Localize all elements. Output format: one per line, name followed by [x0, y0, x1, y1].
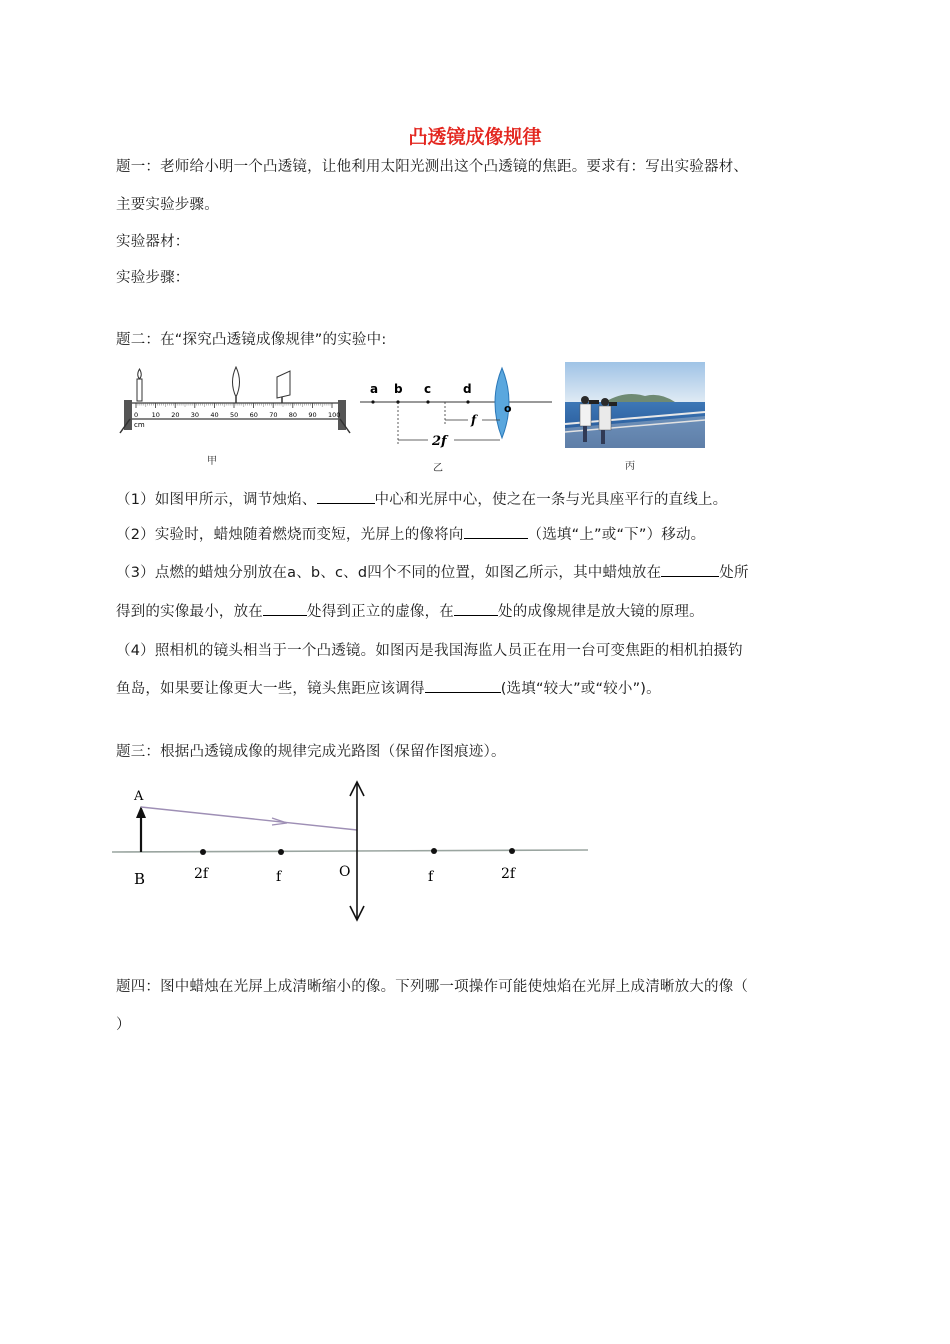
lens-O-label: O	[339, 864, 351, 880]
page-title: 凸透镜成像规律	[408, 126, 542, 148]
point-A-label: A	[134, 789, 144, 804]
bench-tick-label: 70	[269, 411, 278, 419]
q2-item4-blank[interactable]	[425, 678, 501, 693]
q2-item3-line2	[116, 600, 704, 621]
point-c-label: c	[424, 382, 432, 396]
q2-item3-blank-virtual[interactable]	[263, 601, 307, 616]
point-d-label: d	[463, 382, 472, 396]
q1-line1: 题一：老师给小明一个凸透镜，让他利用太阳光测出这个凸透镜的焦距。要求有：写出实验器材、	[116, 159, 749, 175]
q2-item2	[116, 523, 705, 544]
q2-item4-text-c: (选填“较大”或“较小”)。	[500, 681, 661, 697]
q2-item4-line1: （4）照相机的镜头相当于一个凸透镜。如图丙是我国海监人员正在用一台可变焦距的相机拍摄钓	[116, 643, 743, 659]
bench-tick-label: 50	[230, 411, 239, 419]
bench-tick-label: 20	[171, 411, 180, 419]
q3-text: 题三：根据凸透镜成像的规律完成光路图（保留作图痕迹）。	[116, 744, 506, 760]
figure-jia-label: 甲	[207, 456, 217, 467]
q3-ray-diagram	[112, 780, 592, 922]
q2-item4-line2	[116, 677, 661, 698]
figure-yi-lens-diagram	[360, 368, 560, 452]
q2-item2-text-a: （2）实验时，蜡烛随着燃烧而变短，光屏上的像将向	[116, 527, 464, 543]
q2-item1-text-b: 中心和光屏中心，使之在一条与光具座平行的直线上。	[374, 492, 728, 508]
q2-item1-text-a: （1）如图甲所示，调节烛焰、	[116, 492, 317, 508]
q2-item1-blank[interactable]	[317, 489, 375, 504]
f-label: f	[471, 413, 477, 427]
bench-tick-label: 100	[328, 411, 341, 419]
q2-item1	[116, 488, 727, 509]
point-a-label: a	[370, 382, 379, 396]
bench-tick-label: 40	[210, 411, 219, 419]
right-f-label: f	[428, 869, 434, 885]
q2-item2-text-b: （选填“上”或“下”）移动。	[527, 527, 706, 543]
q4-line2: ）	[116, 1017, 131, 1033]
q2-item3-text-e: 处的成像规律是放大镜的原理。	[498, 604, 704, 620]
bench-unit-label: cm	[134, 421, 145, 429]
point-b-label: b	[394, 382, 403, 396]
bench-tick-label: 30	[190, 411, 200, 419]
q2-item3-text-c: 得到的实像最小，放在	[116, 604, 263, 620]
q1-materials: 实验器材：	[116, 234, 190, 250]
q4-line1: 题四：图中蜡烛在光屏上成清晰缩小的像。下列哪一项操作可能使烛焰在光屏上成清晰放大的像（	[116, 979, 749, 995]
q2-item3-text-d: 处得到正立的虚像，在	[307, 604, 454, 620]
bench-tick-label: 10	[151, 411, 160, 419]
figure-bing-label: 丙	[625, 461, 635, 472]
left-f-label: f	[276, 869, 282, 885]
right-2f-label: 2f	[501, 866, 516, 882]
bench-tick-label: 0	[134, 411, 139, 419]
q2-item3-text-b: 处所	[719, 565, 749, 581]
left-2f-label: 2f	[194, 866, 209, 882]
bench-tick-label: 90	[308, 411, 317, 419]
q2-intro: 题二：在“探究凸透镜成像规律”的实验中:	[116, 332, 387, 348]
bench-tick-label: 80	[288, 411, 298, 419]
q1-line2: 主要实验步骤。	[116, 197, 219, 213]
figure-bing-photo	[565, 362, 705, 448]
q2-item4-text-b: 鱼岛，如果要让像更大一些，镜头焦距应该调得	[116, 681, 425, 697]
q2-item3-line1	[116, 561, 749, 582]
bench-tick-label: 60	[249, 411, 258, 419]
q2-item3-text-a: （3）点燃的蜡烛分别放在a、b、c、d四个不同的位置，如图乙所示，其中蜡烛放在	[116, 565, 662, 581]
lens-center-label: o	[504, 402, 512, 415]
two-f-label: 2f	[432, 434, 447, 449]
figure-jia-optical-bench	[116, 365, 356, 437]
point-B-label: B	[134, 870, 146, 888]
q2-item3-blank-smallest[interactable]	[661, 562, 719, 577]
q2-item3-blank-magnifier[interactable]	[454, 601, 498, 616]
q1-steps: 实验步骤：	[116, 270, 190, 286]
figure-yi-label: 乙	[433, 463, 443, 474]
q2-item2-blank[interactable]	[464, 524, 528, 539]
